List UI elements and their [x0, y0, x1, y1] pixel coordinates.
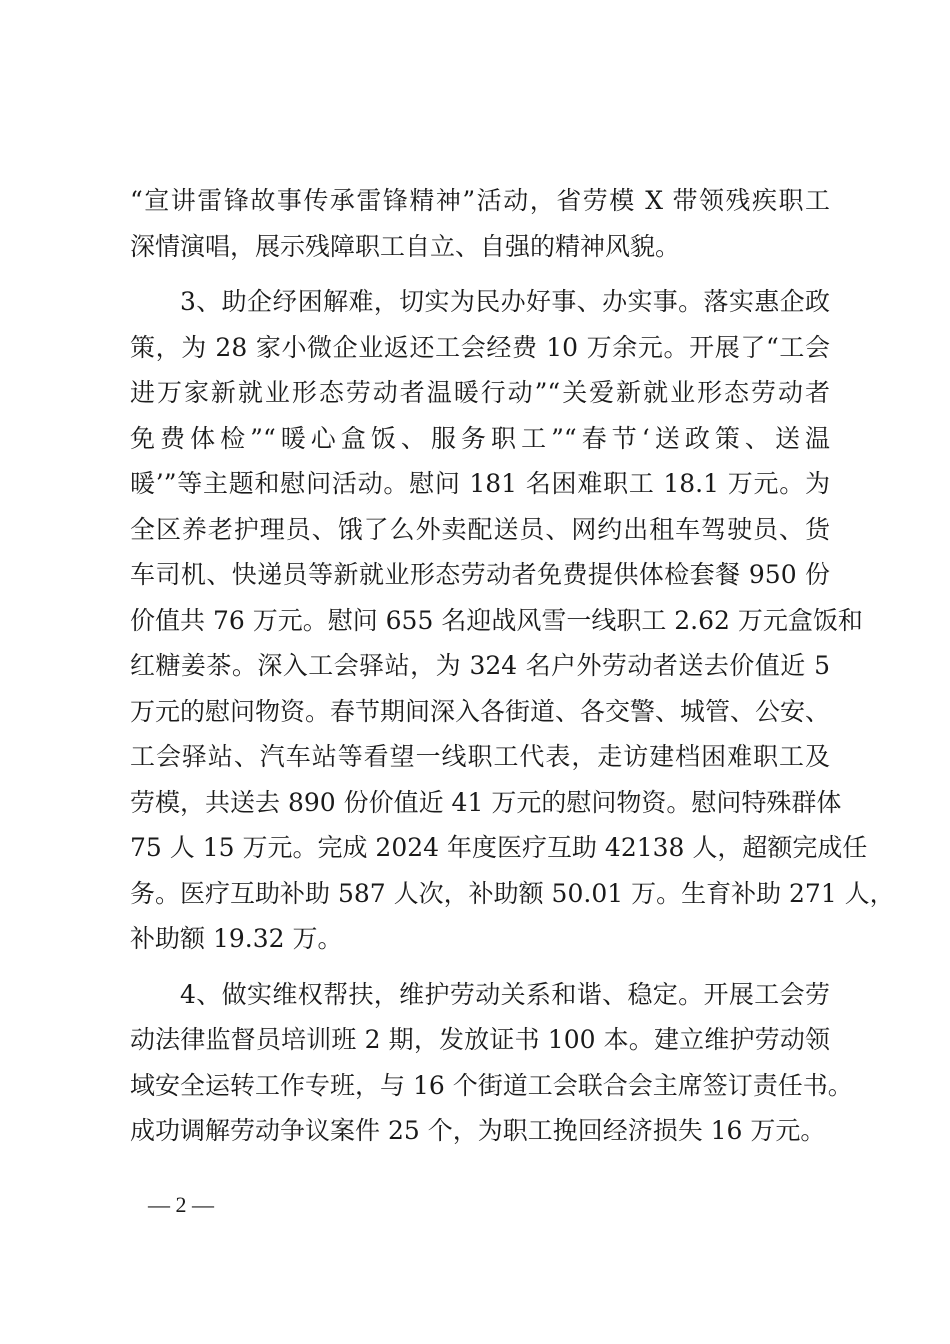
- text-line: 动法律监督员培训班 2 期，发放证书 100 本。建立维护劳动领: [130, 1025, 830, 1054]
- text-line: 车司机、快递员等新就业形态劳动者免费提供体检套餐 950 份: [130, 560, 830, 589]
- paragraph-3: [130, 279, 895, 962]
- text-line: “宣讲雷锋故事传承雷锋精神”活动，省劳模 X 带领残疾职工: [130, 186, 830, 215]
- paragraph-4: [130, 972, 853, 1154]
- text-line: 补助额 19.32 万。: [130, 924, 343, 953]
- paragraph-continuation: [130, 178, 830, 269]
- text-line: 成功调解劳动争议案件 25 个，为职工挽回经济损失 16 万元。: [130, 1116, 826, 1145]
- text-line: 暖’”等主题和慰问活动。慰问 181 名困难职工 18.1 万元。为: [130, 469, 830, 498]
- text-line: 75 人 15 万元。完成 2024 年度医疗互助 42138 人，超额完成任: [130, 833, 868, 862]
- text-line: 工会驿站、汽车站等看望一线职工代表，走访建档困难职工及: [130, 742, 830, 771]
- text-line: 进万家新就业形态劳动者温暖行动”“关爱新就业形态劳动者: [130, 378, 830, 407]
- body-text: [130, 178, 895, 1154]
- text-line: 深情演唱，展示残障职工自立、自强的精神风貌。: [130, 231, 681, 261]
- text-line: 免费体检”“暖心盒饭、服务职工”“春节‘送政策、送温: [130, 423, 830, 453]
- text-line: 3、助企纾困解难，切实为民办好事、办实事。落实惠企政: [180, 287, 830, 316]
- paragraph-gap: [130, 269, 830, 279]
- text-line: 红糖姜茶。深入工会驿站，为 324 名户外劳动者送去价值近 5: [130, 651, 830, 680]
- text-line: 全区养老护理员、饿了么外卖配送员、网约出租车驾驶员、货: [130, 514, 830, 544]
- text-line: 域安全运转工作专班，与 16 个街道工会联合会主席签订责任书。: [130, 1070, 853, 1100]
- text-line: 务。医疗互助补助 587 人次，补助额 50.01 万。生育补助 271 人，: [130, 878, 895, 908]
- page-number: — 2 —: [148, 1192, 214, 1217]
- paragraph-gap: [130, 962, 830, 972]
- text-line: 4、做实维权帮扶，维护劳动关系和谐、稳定。开展工会劳: [180, 979, 830, 1009]
- text-line: 策，为 28 家小微企业返还工会经费 10 万余元。开展了“工会: [130, 332, 830, 362]
- text-line: 价值共 76 万元。慰问 655 名迎战风雪一线职工 2.62 万元盒饭和: [130, 605, 863, 635]
- text-line: 劳模，共送去 890 份价值近 41 万元的慰问物资。慰问特殊群体: [130, 787, 842, 817]
- text-line: 万元的慰问物资。春节期间深入各街道、各交警、城管、公安、: [130, 696, 831, 726]
